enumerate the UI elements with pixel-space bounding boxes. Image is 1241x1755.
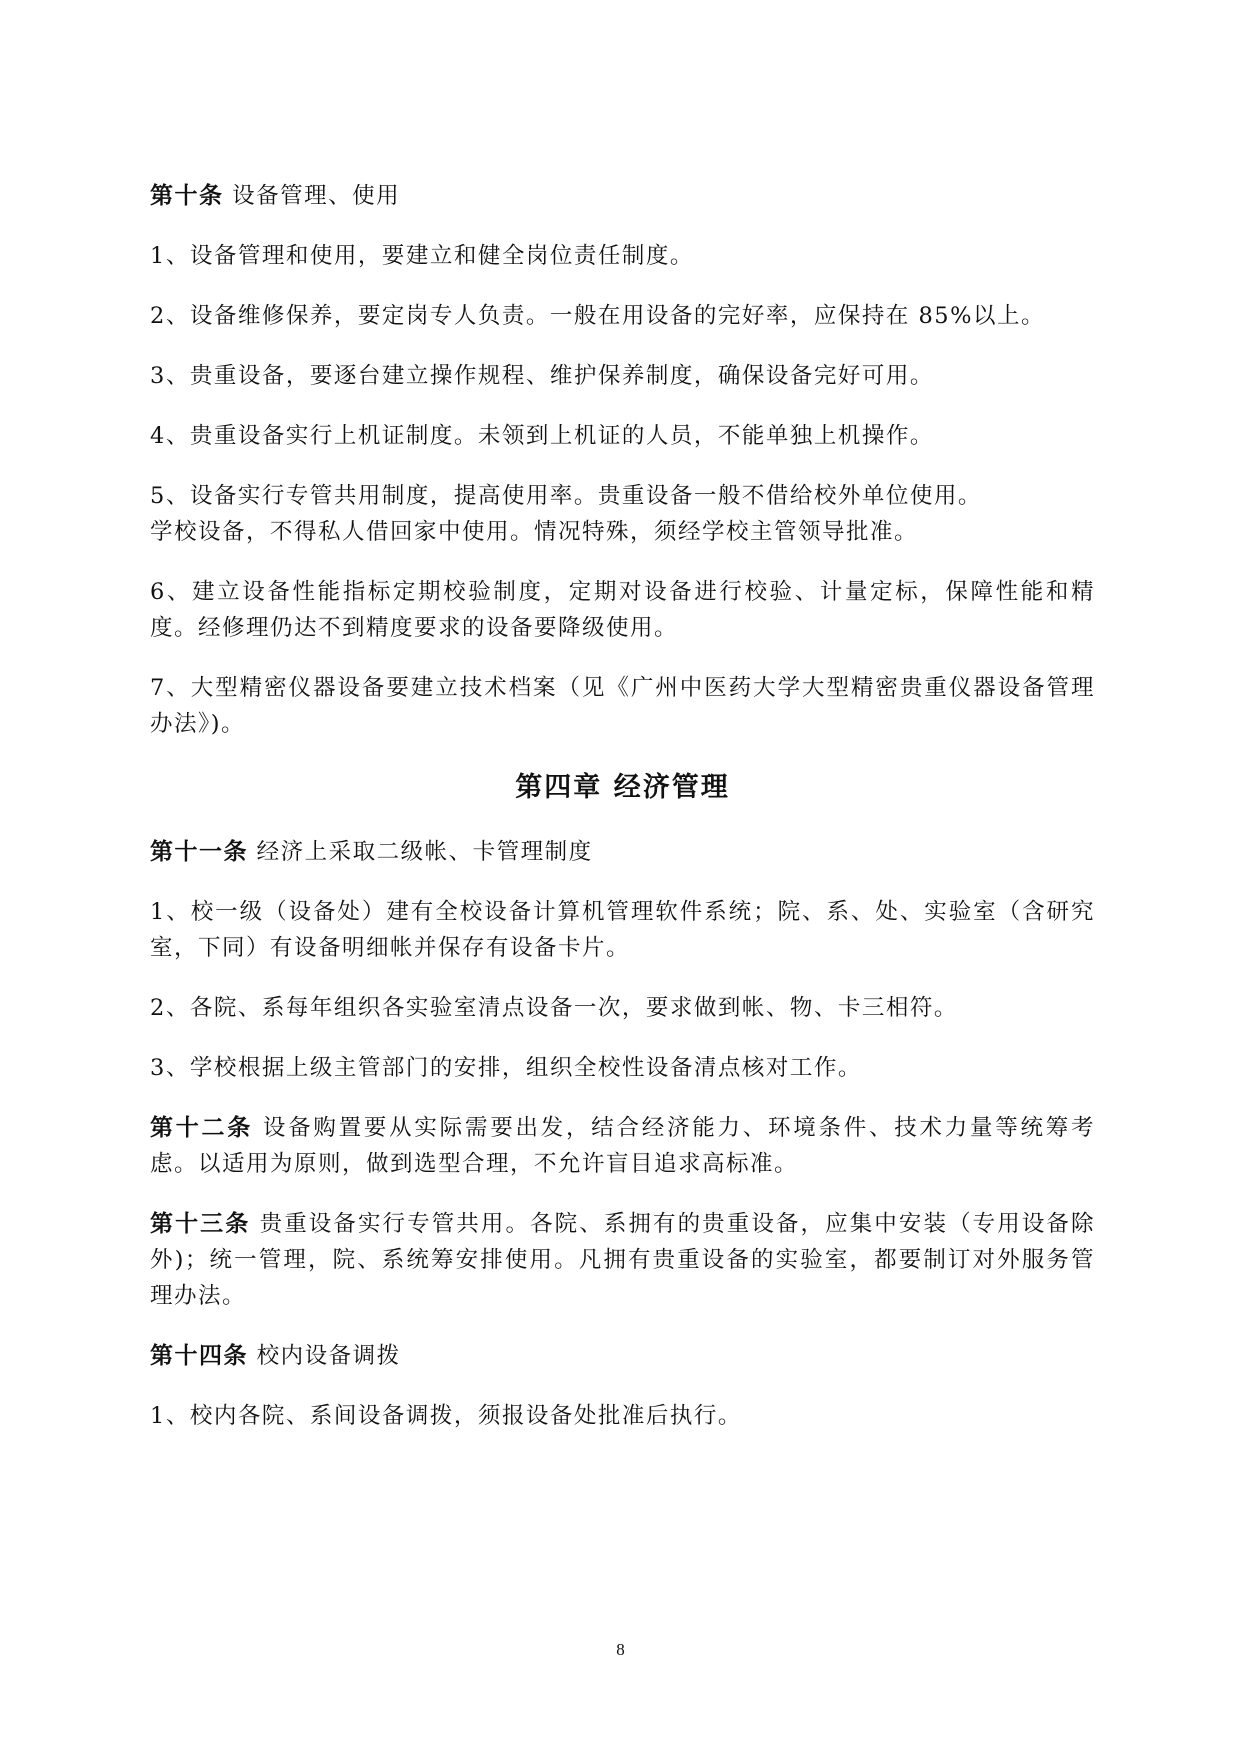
article-14-item-1: 1、校内各院、系间设备调拨，须报设备处批准后执行。 bbox=[150, 1403, 742, 1429]
article-14-heading bbox=[150, 1338, 1095, 1374]
page-number: 8 bbox=[616, 1640, 625, 1659]
article-text: 设备购置要从实际需要出发，结合经济能力、环境条件、技术力量等统筹考虑。以适用为原则，做到选型合理，不允许盲目追求高标准。 bbox=[150, 1115, 1095, 1177]
article-title: 经济上采取二级帐、卡管理制度 bbox=[256, 839, 593, 865]
article-10-item-3: 3、贵重设备，要逐台建立操作规程、维护保养制度，确保设备完好可用。 bbox=[150, 363, 934, 389]
article-12 bbox=[150, 1110, 1095, 1182]
article-text: 贵重设备实行专管共用。各院、系拥有的贵重设备，应集中安装（专用设备除外)；统一管理，院、系统筹安排使用。凡拥有贵重设备的实验室，都要制订对外服务管理办法。 bbox=[150, 1211, 1096, 1309]
article-label: 第十三条 bbox=[150, 1210, 251, 1237]
article-10-item-7: 7、大型精密仪器设备要建立技术档案（见《广州中医药大学大型精密贵重仪器设备管理办法》)。 bbox=[150, 675, 1095, 737]
article-label: 第十二条 bbox=[150, 1114, 254, 1141]
article-11-item-2: 2、各院、系每年组织各实验室清点设备一次，要求做到帐、物、卡三相符。 bbox=[150, 995, 958, 1021]
article-11-item-3: 3、学校根据上级主管部门的安排，组织全校性设备清点核对工作。 bbox=[150, 1055, 862, 1081]
article-title: 校内设备调拨 bbox=[256, 1343, 401, 1369]
article-10-item-2: 2、设备维修保养，要定岗专人负责。一般在用设备的完好率，应保持在 85%以上。 bbox=[150, 303, 1045, 329]
article-10-item-4: 4、贵重设备实行上机证制度。未领到上机证的人员，不能单独上机操作。 bbox=[150, 423, 934, 449]
page-content bbox=[150, 178, 1095, 1434]
article-label: 第十一条 bbox=[150, 838, 248, 865]
chapter-title: 第四章 经济管理 bbox=[515, 772, 730, 803]
article-10-heading bbox=[150, 178, 1095, 214]
article-label: 第十四条 bbox=[150, 1342, 248, 1369]
article-10-item-6: 6、建立设备性能指标定期校验制度，定期对设备进行校验、计量定标，保障性能和精度。经修理仍达不到精度要求的设备要降级使用。 bbox=[150, 579, 1095, 641]
article-11-item-1: 1、校一级（设备处）建有全校设备计算机管理软件系统；院、系、处、实验室（含研究室，下同）有设备明细帐并保存有设备卡片。 bbox=[150, 899, 1095, 961]
article-label: 第十条 bbox=[150, 182, 224, 209]
article-10-item-1: 1、设备管理和使用，要建立和健全岗位责任制度。 bbox=[150, 243, 694, 269]
article-10-item-5-cont: 学校设备，不得私人借回家中使用。情况特殊，须经学校主管领导批准。 bbox=[150, 519, 919, 545]
article-title: 设备管理、使用 bbox=[232, 183, 401, 209]
article-10-item-5: 5、设备实行专管共用制度，提高使用率。贵重设备一般不借给校外单位使用。 bbox=[150, 483, 982, 509]
article-11-heading bbox=[150, 834, 1095, 870]
article-13 bbox=[150, 1206, 1095, 1314]
